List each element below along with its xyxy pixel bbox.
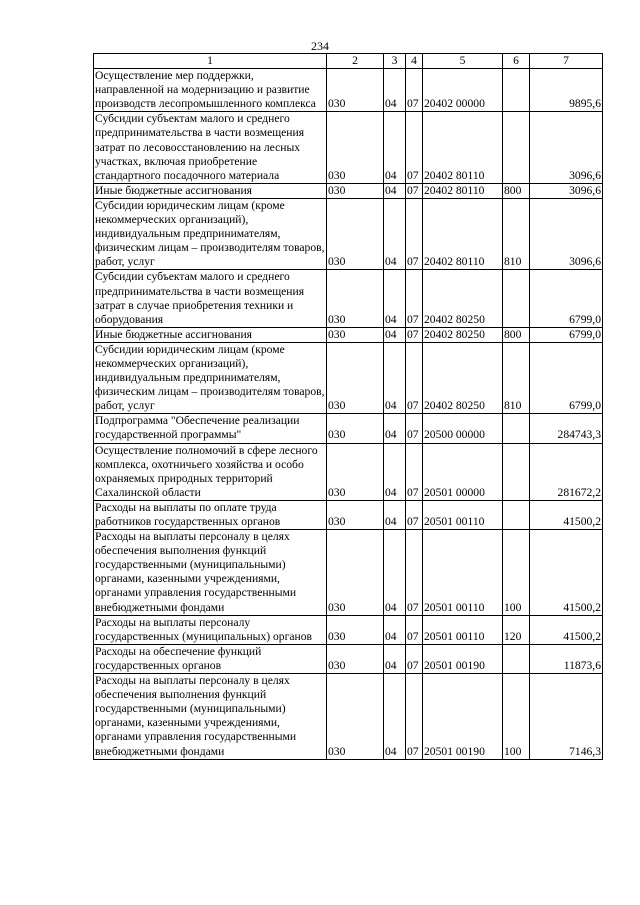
row-code-6 — [503, 443, 530, 500]
row-code-2: 030 — [327, 500, 384, 529]
row-code-6 — [503, 414, 530, 443]
row-name: Расходы на выплаты персоналу государственных (муниципальных) органов — [94, 615, 327, 644]
row-name: Субсидии субъектам малого и среднего предпринимательства в части возмещения затрат по лесовосстановлению на лесных участках, включая приобретение стандартного посадочного материала — [94, 112, 327, 183]
row-code-6: 120 — [503, 615, 530, 644]
row-name: Осуществление полномочий в сфере лесного комплекса, охотничьего хозяйства и особо охраняемых природных территорий Сахалинской области — [94, 443, 327, 500]
column-header-2: 2 — [327, 54, 384, 69]
row-name: Расходы на выплаты персоналу в целях обеспечения выполнения функций государственными (муниципальными) органами, казенными учреждениями, органами управления государственными внебюджетными фондами — [94, 674, 327, 760]
row-code-4: 07 — [406, 327, 423, 342]
row-amount: 3096,6 — [530, 112, 603, 183]
row-code-4: 07 — [406, 443, 423, 500]
row-code-4: 07 — [406, 183, 423, 198]
row-code-5: 20402 80110 — [423, 183, 503, 198]
row-code-3: 04 — [384, 530, 406, 616]
row-code-5: 20402 80250 — [423, 342, 503, 413]
row-code-5: 20501 00110 — [423, 530, 503, 616]
row-code-2: 030 — [327, 112, 384, 183]
row-code-4: 07 — [406, 530, 423, 616]
row-code-4: 07 — [406, 674, 423, 760]
row-code-6: 800 — [503, 327, 530, 342]
table-row — [94, 69, 603, 112]
row-code-4: 07 — [406, 500, 423, 529]
column-header-5: 5 — [423, 54, 503, 69]
table-row — [94, 183, 603, 198]
row-code-6: 800 — [503, 183, 530, 198]
table-row — [94, 327, 603, 342]
row-code-4: 07 — [406, 615, 423, 644]
row-code-5: 20402 80110 — [423, 112, 503, 183]
row-name: Расходы на выплаты персоналу в целях обеспечения выполнения функций государственными (муниципальными) органами, казенными учреждениями, органами управления государственными внебюджетными фондами — [94, 530, 327, 616]
row-amount: 41500,2 — [530, 615, 603, 644]
row-name: Осуществление мер поддержки, направленной на модернизацию и развитие производств лесопромышленного комплекса — [94, 69, 327, 112]
row-code-4: 07 — [406, 414, 423, 443]
table-row — [94, 674, 603, 760]
row-code-4: 07 — [406, 198, 423, 269]
table-row — [94, 500, 603, 529]
row-code-6 — [503, 500, 530, 529]
row-code-6: 100 — [503, 674, 530, 760]
row-name: Субсидии субъектам малого и среднего предпринимательства в части возмещения затрат в случае приобретения техники и оборудования — [94, 270, 327, 327]
table-row — [94, 342, 603, 413]
row-code-3: 04 — [384, 198, 406, 269]
row-amount: 6799,0 — [530, 327, 603, 342]
row-code-2: 030 — [327, 327, 384, 342]
row-code-6 — [503, 644, 530, 673]
row-amount: 3096,6 — [530, 198, 603, 269]
row-code-4: 07 — [406, 69, 423, 112]
row-code-3: 04 — [384, 443, 406, 500]
row-code-4: 07 — [406, 644, 423, 673]
table-row — [94, 443, 603, 500]
row-code-3: 04 — [384, 500, 406, 529]
table-row — [94, 198, 603, 269]
row-code-3: 04 — [384, 112, 406, 183]
header-row — [94, 54, 603, 69]
row-code-3: 04 — [384, 183, 406, 198]
row-code-2: 030 — [327, 198, 384, 269]
row-code-2: 030 — [327, 270, 384, 327]
row-name: Подпрограмма "Обеспечение реализации государственной программы" — [94, 414, 327, 443]
row-name: Расходы на обеспечение функций государственных органов — [94, 644, 327, 673]
row-code-3: 04 — [384, 69, 406, 112]
row-code-5: 20501 00110 — [423, 615, 503, 644]
row-code-2: 030 — [327, 443, 384, 500]
row-amount: 41500,2 — [530, 500, 603, 529]
row-code-3: 04 — [384, 270, 406, 327]
row-code-6: 100 — [503, 530, 530, 616]
row-name: Иные бюджетные ассигнования — [94, 327, 327, 342]
row-code-3: 04 — [384, 342, 406, 413]
column-header-4: 4 — [406, 54, 423, 69]
row-code-5: 20501 00110 — [423, 500, 503, 529]
row-code-6: 810 — [503, 342, 530, 413]
row-name: Расходы на выплаты по оплате труда работников государственных органов — [94, 500, 327, 529]
table-row — [94, 112, 603, 183]
row-code-2: 030 — [327, 530, 384, 616]
table-row — [94, 270, 603, 327]
row-amount: 9895,6 — [530, 69, 603, 112]
row-code-2: 030 — [327, 414, 384, 443]
row-code-6 — [503, 270, 530, 327]
row-code-2: 030 — [327, 674, 384, 760]
row-code-2: 030 — [327, 342, 384, 413]
table-row — [94, 644, 603, 673]
row-code-6 — [503, 69, 530, 112]
row-code-4: 07 — [406, 342, 423, 413]
row-code-2: 030 — [327, 183, 384, 198]
row-code-6 — [503, 112, 530, 183]
budget-table — [93, 53, 603, 760]
row-code-5: 20402 80250 — [423, 327, 503, 342]
column-header-3: 3 — [384, 54, 406, 69]
table-row — [94, 530, 603, 616]
row-code-2: 030 — [327, 615, 384, 644]
row-code-3: 04 — [384, 327, 406, 342]
row-amount: 41500,2 — [530, 530, 603, 616]
row-amount: 11873,6 — [530, 644, 603, 673]
row-code-5: 20402 00000 — [423, 69, 503, 112]
row-amount: 6799,0 — [530, 342, 603, 413]
table-header — [94, 54, 603, 69]
page-number: 234 — [311, 39, 329, 53]
row-code-4: 07 — [406, 270, 423, 327]
row-code-3: 04 — [384, 615, 406, 644]
row-code-5: 20501 00190 — [423, 674, 503, 760]
row-code-5: 20402 80250 — [423, 270, 503, 327]
column-header-7: 7 — [530, 54, 603, 69]
row-code-5: 20501 00190 — [423, 644, 503, 673]
table-body — [94, 69, 603, 760]
row-code-2: 030 — [327, 644, 384, 673]
row-amount: 3096,6 — [530, 183, 603, 198]
row-code-5: 20500 00000 — [423, 414, 503, 443]
row-code-3: 04 — [384, 644, 406, 673]
row-amount: 284743,3 — [530, 414, 603, 443]
row-amount: 281672,2 — [530, 443, 603, 500]
column-header-1: 1 — [94, 54, 327, 69]
row-code-4: 07 — [406, 112, 423, 183]
table-row — [94, 615, 603, 644]
row-code-5: 20501 00000 — [423, 443, 503, 500]
row-code-3: 04 — [384, 674, 406, 760]
row-name: Иные бюджетные ассигнования — [94, 183, 327, 198]
row-name: Субсидии юридическим лицам (кроме некоммерческих организаций), индивидуальным предпринимателям, физическим лицам – производителям товаров, работ, услуг — [95, 198, 325, 269]
row-code-2: 030 — [327, 69, 384, 112]
row-code-5: 20402 80110 — [423, 198, 503, 269]
row-name: Субсидии юридическим лицам (кроме некоммерческих организаций), индивидуальным предпринимателям, физическим лицам – производителям товаров, работ, услуг — [95, 342, 325, 413]
table-row — [94, 414, 603, 443]
row-code-3: 04 — [384, 414, 406, 443]
row-code-6: 810 — [503, 198, 530, 269]
row-amount: 7146,3 — [530, 674, 603, 760]
column-header-6: 6 — [503, 54, 530, 69]
row-amount: 6799,0 — [530, 270, 603, 327]
